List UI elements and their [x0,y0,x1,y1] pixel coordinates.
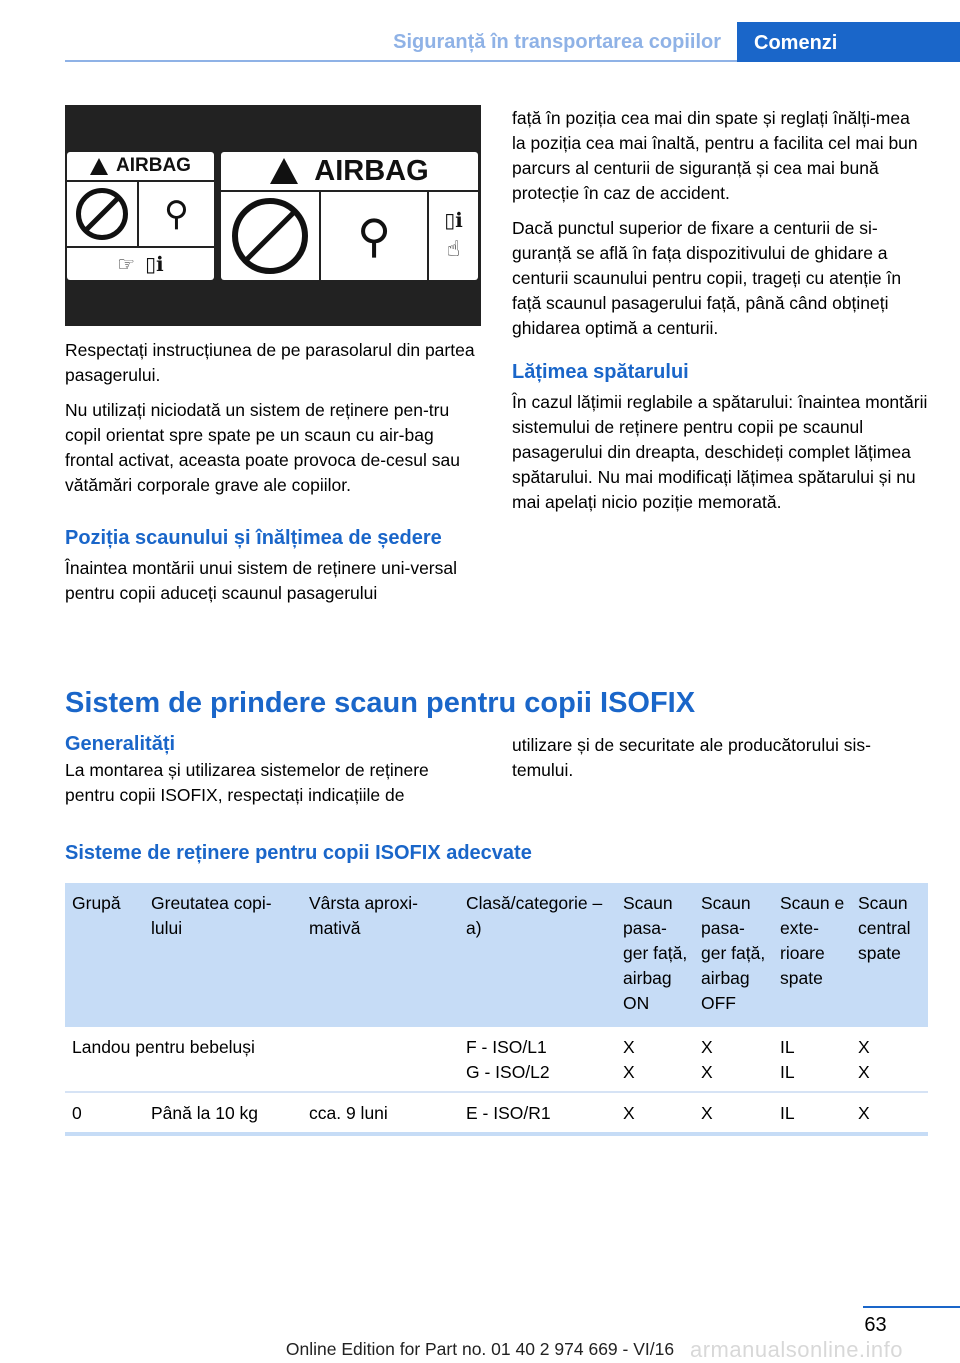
manual-book-icon: ▯ℹ [444,208,463,232]
pointing-hand-icon: ☞ [117,252,136,276]
paragraph: Respectați instrucțiunea de pe parasolarul din partea pasagerului. [65,340,475,385]
manual-book-icon: ▯ℹ [145,252,164,276]
section-heading: Lățimea spătarului [512,361,689,383]
table-row [65,1027,928,1092]
cell-line: IL [780,1037,795,1057]
table-cell: Până la 10 kg [144,1092,302,1134]
table-cell [616,1027,694,1092]
airbag-label-small-title: AIRBAG [116,155,191,176]
airbag-label-figure [65,105,481,326]
column-header: Scaun pasa-ger față, airbag OFF [694,883,773,1027]
table-cell [694,1027,773,1092]
table-cell: cca. 9 luni [302,1092,459,1134]
isofix-left [65,732,481,818]
paragraph: Înaintea montării unui sistem de reținere uni-versal pentru copii aduceți scaunul pasagerului [65,558,457,603]
table-cell [851,1027,928,1092]
cell-line: IL [780,1062,795,1082]
table-row [65,1092,928,1134]
cell-line: X [701,1037,713,1057]
column-header: Clasă/categorie – a) [459,883,616,1027]
table-cell: 0 [65,1092,144,1134]
table-header-row [65,883,928,1027]
page-header [65,0,960,62]
cell-line: X [858,1062,870,1082]
cell-line: F - ISO/L1 [466,1037,547,1057]
cell-line: X [623,1037,635,1057]
isofix-right [512,733,928,793]
page-number: 63 [864,1314,887,1336]
paragraph: față în poziția cea mai din spate și reglați înălți-mea la poziția cea mai înaltă, pentru a facilita cel mai bun parcurs al centurii de siguranță și cea mai bună protecție în caz de accident. [512,108,918,203]
no-rear-facing-seat-icon [232,198,308,274]
chapter-tab: Comenzi [737,22,960,62]
pointing-hand-icon: ☝ [446,237,461,262]
cell-line: X [858,1037,870,1057]
airbag-label-large-title: AIRBAG [314,154,429,187]
seat-airbag-icon: ⚲ [357,209,391,263]
table-heading: Sisteme de reținere pentru copii ISOFIX adecvate [65,842,532,864]
footer-rule [863,1306,960,1308]
header-rule [65,60,737,62]
paragraph: În cazul lățimii reglabile a spătarului: înaintea montării sistemului de reținere pentru copii pe scaunul pasagerului din dreapta, deschideți complet lățimea spătarului. Nu mai modificați lățimea spătarului și nu mai apelați nicio poziție memorată. [512,392,928,512]
isofix-title: Sistem de prindere scaun pentru copii ISOFIX [65,687,696,719]
paragraph: utilizare și de securitate ale producătorului sis-temului. [512,735,871,780]
table-cell: X [851,1092,928,1134]
seat-airbag-icon: ⚲ [164,194,189,234]
no-rear-facing-seat-icon [76,188,128,240]
left-column [65,338,481,616]
section-title: Siguranță în transportarea copiilor [393,31,721,53]
isofix-table [65,883,928,1136]
table-cell: X [694,1092,773,1134]
warning-triangle-icon [270,158,298,184]
airbag-label-large [221,152,478,280]
column-header: Scaun pasa-ger față, airbag ON [616,883,694,1027]
table-cell: IL [773,1092,851,1134]
table-cell [773,1027,851,1092]
edition-note: Online Edition for Part no. 01 40 2 974 669 - VI/16 [285,1339,675,1359]
column-header: Scaun e exte-rioare spate [773,883,851,1027]
table-cell [459,1027,616,1092]
watermark: armanualsonline.info [690,1337,904,1362]
paragraph: Dacă punctul superior de fixare a centurii de si-guranță se află în fața dispozitivului de ghidare a centurii scaunului pentru copii, trageți cu atenție în față scaunul pasagerului față, până când obțineți ghidarea optimă a centurii. [512,218,902,338]
cell-line: X [623,1062,635,1082]
paragraph: La montarea și utilizarea sistemelor de reținere pentru copii ISOFIX, respectați indicațiile de [65,760,429,805]
paragraph: Nu utilizați niciodată un sistem de reținere pen-tru copil orientat spre spate pe un scaun cu air-bag frontal activat, aceasta poate provoca de-cesul sau vătămări corporale grave ale copiilor. [65,400,460,495]
right-column [512,106,928,525]
section-heading: Poziția scaunului și înălțimea de ședere [65,527,442,549]
cell-line: X [701,1062,713,1082]
column-header: Scaun central spate [851,883,928,1027]
warning-triangle-icon [90,158,108,175]
table-cell: X [616,1092,694,1134]
table-cell: Landou pentru bebeluși [65,1027,459,1092]
column-header: Greutatea copi-lului [144,883,302,1027]
airbag-label-small [67,152,214,280]
column-header: Grupă [65,883,144,1027]
cell-line: G - ISO/L2 [466,1062,550,1082]
column-header: Vârsta aproxi-mativă [302,883,459,1027]
table-cell: E - ISO/R1 [459,1092,616,1134]
section-heading: Generalități [65,733,176,755]
